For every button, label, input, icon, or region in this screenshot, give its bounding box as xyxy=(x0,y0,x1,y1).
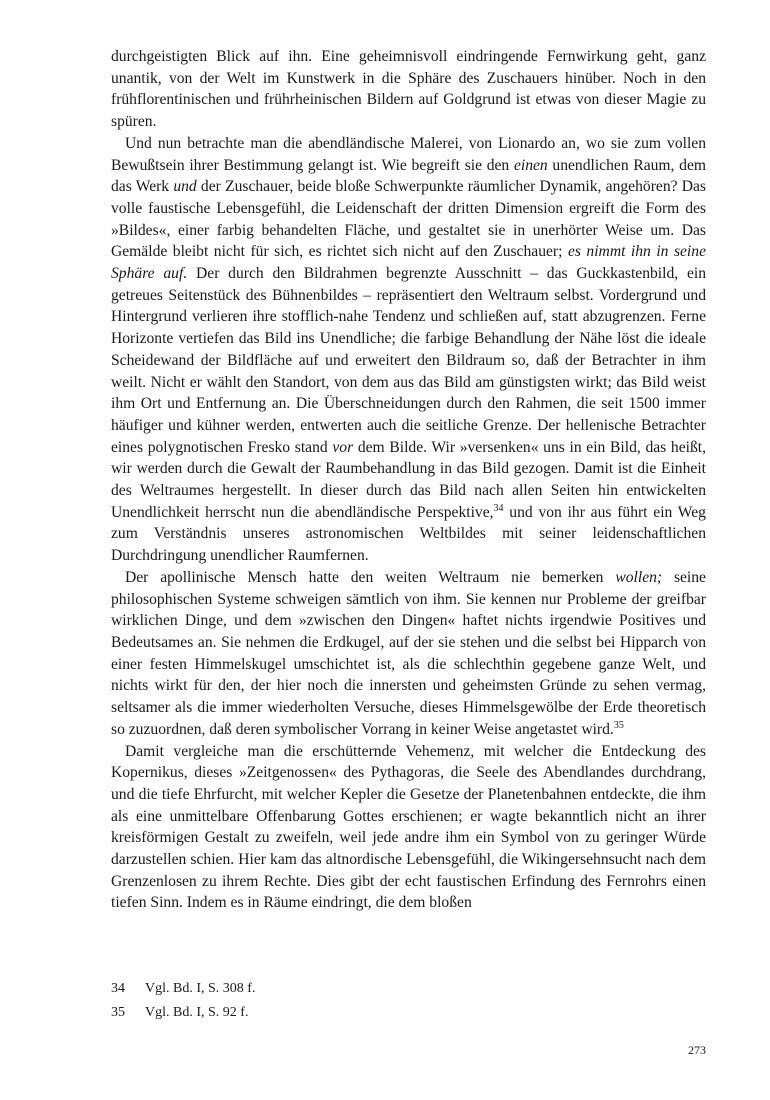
body-text xyxy=(111,46,706,914)
emphasis-text: und xyxy=(173,178,197,196)
paragraph xyxy=(111,133,706,567)
footnote-ref: 35 xyxy=(613,719,624,731)
paragraph xyxy=(111,567,706,741)
text-run: der Zuschauer, beide bloße Schwerpunkte räumlicher Dynamik, angehören? Das volle faustische Lebensgefühl, die Leidenschaft der dritten Dimension ergreift die Form des »Bildes«, einer farbig behandelten Fläche, und gestaltet sie in unerhörter Weise um. Das Gemälde bleibt nicht für sich, es richtet sich nicht auf den Zuschauer; xyxy=(111,178,706,261)
footnotes xyxy=(111,977,706,1025)
emphasis-text: wollen; xyxy=(615,568,663,586)
footnote-ref: 34 xyxy=(493,502,504,514)
paragraph xyxy=(111,46,706,133)
text-run: und von ihr aus führt ein Weg zum Verständnis unseres astronomischen Weltbildes mit seiner leidenschaftlichen Durchdringung unendlicher Raumfernen. xyxy=(111,503,706,565)
footnote-text: Vgl. Bd. I, S. 92 f. xyxy=(145,1005,249,1020)
footnote-number: 34 xyxy=(111,981,125,996)
emphasis-text: einen xyxy=(513,156,548,174)
text-run: durchgeistigten Blick auf ihn. Eine geheimnisvoll eindringende Fernwirkung geht, ganz unantik, von der Welt im Kunstwerk in die Sphäre des Zuschauers hinüber. Noch in den frühflorentinischen und frührheinischen Bildern auf Goldgrund ist etwas von dieser Magie zu spüren. xyxy=(111,48,706,131)
text-run: Der durch den Bildrahmen begrenzte Ausschnitt – das Guckkastenbild, ein getreues Seitenstück des Bühnenbildes – repräsentiert den Weltraum selbst. Vordergrund und Hintergrund verlieren ihre stofflich-nahe Tendenz und schließen auf, statt abzugrenzen. Ferne Horizonte vertiefen das Bild ins Unendliche; die farbige Behandlung der Nähe löst die ideale Scheidewand der Bildfläche auf und erweitert den Bildraum so, daß der Betrachter in ihm weilt. Nicht er wählt den Standort, von dem aus das Bild am günstigsten wirkt; das Bild weist ihm Ort und Entfernung an. Die Überschneidungen durch den Rahmen, die seit 1500 immer häufiger und kühner werden, entwerten auch die seitliche Grenze. Der hellenische Betrachter eines polygnotischen Fresko stand xyxy=(111,265,706,456)
footnote-35 xyxy=(111,1001,706,1025)
paragraph xyxy=(111,741,706,915)
footnote-text: Vgl. Bd. I, S. 308 f. xyxy=(145,981,256,996)
text-run: dem Bilde. Wir »versenken« uns in ein Bild, das heißt, wir werden durch die Gewalt der Raumbehandlung in das Bild gezogen. Damit ist die Einheit des Weltraumes hergestellt. In dieser durch das Bild nach allen Seiten hin entwickelten Unendlichkeit herrscht nun die abendländische Perspektive, xyxy=(111,438,706,521)
emphasis-text: vor xyxy=(332,438,354,456)
text-run: unendlichen Raum, dem das Werk xyxy=(111,156,707,196)
text-run: Damit vergleiche man die erschütternde Vehemenz, mit welcher die Entdeckung des Kopernikus, dieses »Zeitgenossen« des Pythagoras, die Seele des Abendlandes durchdrang, und die tiefe Ehrfurcht, mit welcher Kepler die Gesetze der Planetenbahnen entdeckte, die ihm als eine unmittelbare Offenbarung Gottes erschienen; er wagte bekanntlich nicht an ihrer kreisförmigen Gestalt zu zweifeln, weil jede andre ihm ein Symbol von zu geringer Würde darzustellen schien. Hier kam das altnordische Lebensgefühl, die Wikingersehnsucht nach dem Grenzenlosen zu ihrem Rechte. Dies gibt der echt faustischen Erfindung des Fernrohrs einen tiefen Sinn. Indem es in Räume eindringt, die dem bloßen xyxy=(111,742,706,912)
footnote-number: 35 xyxy=(111,1005,125,1020)
text-run: seine philosophischen Systeme schweigen sämtlich von ihm. Sie kennen nur Probleme der greifbar wirklichen Dinge, und dem »zwischen den Dingen« haftet nichts irgendwie Positives und Bedeutsames an. Sie nehmen die Erdkugel, auf der sie stehen und die selbst bei Hipparch von einer festen Himmelskugel umschichtet ist, als die schlechthin gegebene ganze Welt, und nichts wirkt für den, der hier noch die innersten und geheimsten Gründe zu sehen vermag, seltsamer als die immer wiederholten Versuche, dieses Himmelsgewölbe der Erde theoretisch so zuzuordnen, daß deren symbolischer Vorrang in keiner Weise angetastet wird. xyxy=(111,568,706,738)
text-run: Der apollinische Mensch hatte den weiten Weltraum nie bemerken xyxy=(125,568,616,586)
text-run: Und nun betrachte man die abendländische Malerei, von Lionardo an, wo sie zum vollen Bewußtsein ihrer Bestimmung gelangt ist. Wie begreift sie den xyxy=(111,134,706,174)
footnote-34 xyxy=(111,977,706,1001)
emphasis-text: es nimmt ihn in seine Sphäre auf. xyxy=(111,243,706,283)
page-number: 273 xyxy=(688,1043,706,1057)
